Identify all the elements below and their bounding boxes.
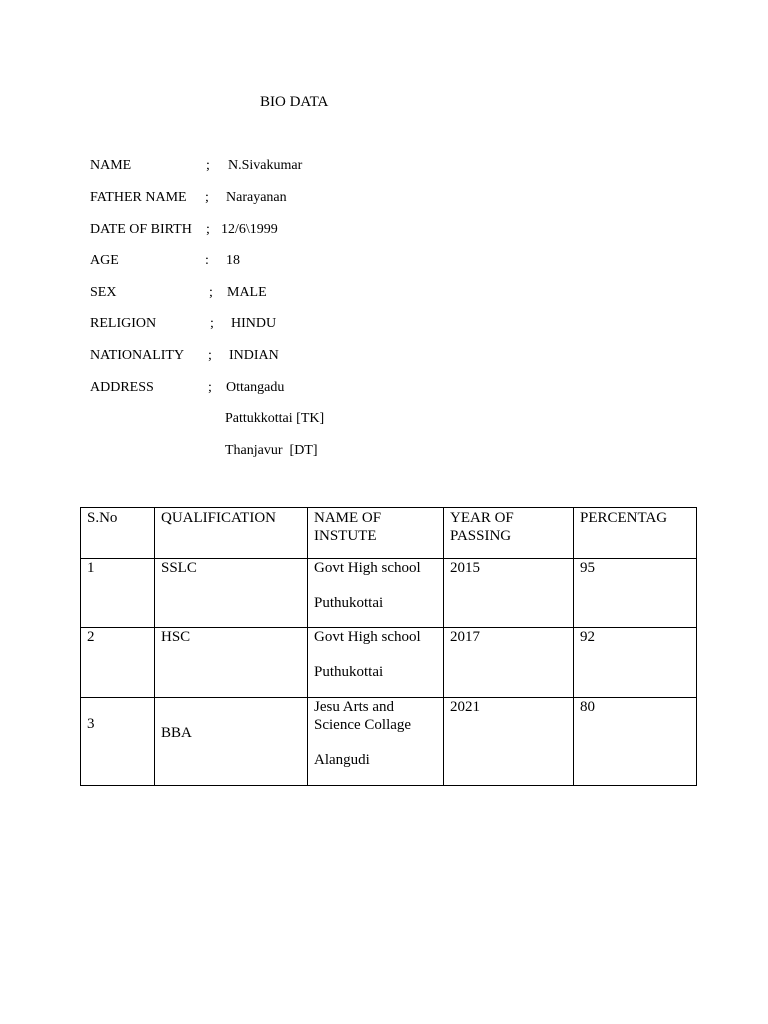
- field-value: 18: [226, 253, 240, 268]
- field-separator: ;: [206, 222, 210, 237]
- institute-name: Govt High school: [314, 560, 421, 576]
- field-value: Ottangadu: [226, 380, 285, 395]
- cell-sno: 3: [81, 698, 155, 786]
- institute-name: Jesu Arts and Science Collage: [314, 699, 412, 733]
- field-row-nationality: [90, 348, 279, 368]
- field-separator: ;: [208, 380, 212, 395]
- cell-year: 2017: [444, 628, 574, 698]
- table-header-row: [81, 508, 697, 559]
- field-label: ADDRESS: [90, 380, 154, 395]
- field-row-address: [90, 380, 285, 400]
- header-year: YEAR OF PASSING: [444, 508, 574, 559]
- cell-sno: 1: [81, 559, 155, 628]
- field-row-date-of-birth: [90, 222, 278, 242]
- institute-place: Alangudi: [314, 752, 370, 768]
- field-label: SEX: [90, 285, 117, 300]
- address-line-3: Thanjavur [DT]: [225, 443, 318, 458]
- field-separator: ;: [205, 190, 209, 205]
- cell-sno: 2: [81, 628, 155, 698]
- cell-year: 2021: [444, 698, 574, 786]
- field-value: INDIAN: [229, 348, 279, 363]
- institute-place: Puthukottai: [314, 595, 384, 611]
- field-label: FATHER NAME: [90, 190, 187, 205]
- address-line-2: Pattukkottai [TK]: [225, 411, 325, 426]
- cell-qualification: BBA: [155, 698, 308, 786]
- cell-qualification: SSLC: [155, 559, 308, 628]
- field-row-religion: [90, 316, 277, 336]
- table-row: [81, 698, 697, 786]
- cell-institute: [308, 698, 444, 786]
- field-separator: ;: [208, 348, 212, 363]
- field-label: RELIGION: [90, 316, 157, 331]
- field-row-father-name: [90, 190, 287, 210]
- document-title: BIO DATA: [260, 94, 329, 110]
- field-value: MALE: [227, 285, 267, 300]
- field-separator: ;: [210, 316, 214, 331]
- cell-percentage: 95: [574, 559, 697, 628]
- header-qualification: QUALIFICATION: [155, 508, 308, 559]
- field-label: AGE: [90, 253, 119, 268]
- cell-qualification: HSC: [155, 628, 308, 698]
- field-label: NATIONALITY: [90, 348, 185, 363]
- cell-percentage: 92: [574, 628, 697, 698]
- table-row: [81, 628, 697, 698]
- cell-institute: [308, 628, 444, 698]
- field-separator: :: [205, 253, 209, 268]
- institute-name: Govt High school: [314, 629, 421, 645]
- cell-year: 2015: [444, 559, 574, 628]
- institute-place: Puthukottai: [314, 664, 384, 680]
- header-sno: S.No: [81, 508, 155, 559]
- field-label: DATE OF BIRTH: [90, 222, 192, 237]
- header-institute: NAME OF INSTUTE: [308, 508, 444, 559]
- cell-percentage: 80: [574, 698, 697, 786]
- qualification-table: [80, 507, 697, 786]
- field-value: HINDU: [231, 316, 277, 331]
- table-row: [81, 559, 697, 628]
- field-label: NAME: [90, 158, 132, 173]
- field-row-sex: [90, 285, 267, 305]
- field-value: Narayanan: [226, 190, 287, 205]
- field-value: 12/6\1999: [221, 222, 278, 237]
- field-row-name: [90, 158, 303, 178]
- cell-institute: [308, 559, 444, 628]
- field-separator: ;: [206, 158, 210, 173]
- field-value: N.Sivakumar: [228, 158, 303, 173]
- field-row-age: [90, 253, 240, 273]
- field-separator: ;: [209, 285, 213, 300]
- header-percentage: PERCENTAG: [574, 508, 697, 559]
